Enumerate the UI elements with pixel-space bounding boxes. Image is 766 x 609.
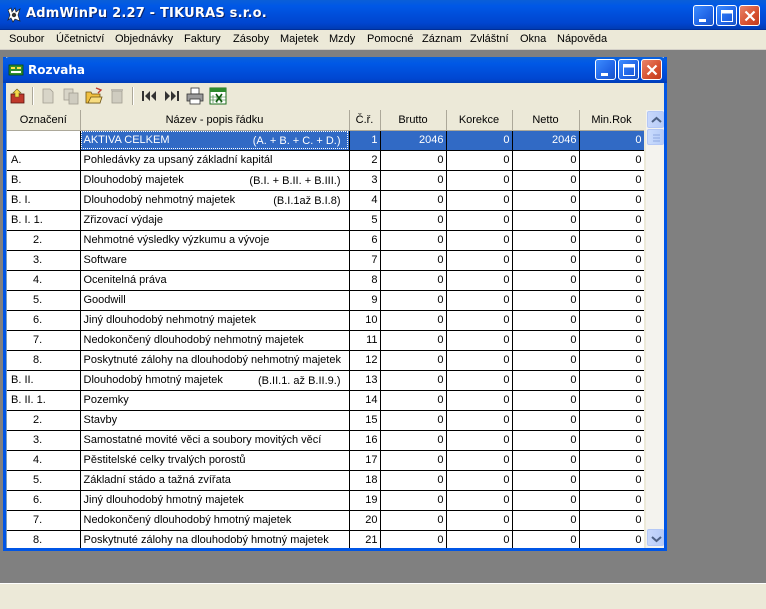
row-description: Dlouhodobý hmotný majetek <box>83 374 223 386</box>
cell-netto[interactable]: 0 <box>512 510 579 530</box>
menu-faktury[interactable]: Faktury <box>184 33 221 45</box>
col-header-num[interactable]: Č.ř. <box>349 110 380 130</box>
excel-export-icon[interactable] <box>209 87 227 105</box>
cell-name[interactable] <box>80 530 349 548</box>
cell-name[interactable] <box>80 350 349 370</box>
table-row[interactable] <box>7 250 644 270</box>
row-description: Pěstitelské celky trvalých porostů <box>83 454 246 466</box>
cell-row-number[interactable]: 7 <box>349 250 380 270</box>
cell-row-number[interactable]: 20 <box>349 510 380 530</box>
cell-minrok[interactable]: 0 <box>579 210 644 230</box>
cell-name[interactable] <box>80 130 349 150</box>
cell-row-number[interactable]: 18 <box>349 470 380 490</box>
cell-netto[interactable]: 0 <box>512 410 579 430</box>
cell-netto[interactable]: 0 <box>512 350 579 370</box>
row-description: Jiný dlouhodobý nehmotný majetek <box>83 314 256 326</box>
menu-zaznam[interactable]: Záznam <box>422 33 462 45</box>
cell-name[interactable] <box>80 210 349 230</box>
new-icon[interactable] <box>39 87 57 105</box>
copy-icon[interactable] <box>62 87 80 105</box>
maximize-icon <box>717 6 738 27</box>
cell-brutto[interactable]: 0 <box>380 370 446 390</box>
cell-korekce[interactable]: 0 <box>446 370 512 390</box>
menu-napoveda[interactable]: Nápověda <box>557 33 608 45</box>
cell-code[interactable]: B. <box>7 170 80 190</box>
table-header-row <box>7 110 644 130</box>
cell-name[interactable] <box>80 190 349 210</box>
cell-netto[interactable]: 0 <box>512 450 579 470</box>
cell-minrok[interactable]: 0 <box>579 190 644 210</box>
cell-code[interactable]: B. I. <box>7 190 80 210</box>
cell-code[interactable]: 4. <box>7 450 80 470</box>
menu-mzdy[interactable]: Mzdy <box>329 33 356 45</box>
cell-minrok[interactable]: 0 <box>579 450 644 470</box>
table-row[interactable] <box>7 490 644 510</box>
cell-korekce[interactable]: 0 <box>446 330 512 350</box>
balance-sheet-grid[interactable] <box>6 110 644 548</box>
table-row[interactable] <box>7 370 644 390</box>
row-description: Nehmotné výsledky výzkumu a vývoje <box>83 234 270 246</box>
cell-minrok[interactable]: 0 <box>579 310 644 330</box>
cell-name[interactable] <box>80 510 349 530</box>
cell-korekce[interactable]: 0 <box>446 390 512 410</box>
col-header-netto[interactable]: Netto <box>512 110 579 130</box>
cell-brutto[interactable]: 0 <box>380 490 446 510</box>
maximize-button[interactable] <box>716 5 737 26</box>
toolbar-separator <box>32 87 34 105</box>
toolbar <box>6 83 664 109</box>
cell-netto[interactable]: 0 <box>512 330 579 350</box>
row-description: Samostatné movité věci a soubory movitých věcí <box>83 434 322 446</box>
cell-brutto[interactable]: 0 <box>380 350 446 370</box>
child-close-button[interactable] <box>641 59 662 80</box>
cell-code[interactable]: 3. <box>7 250 80 270</box>
cell-brutto[interactable]: 0 <box>380 190 446 210</box>
menu-zasoby[interactable]: Zásoby <box>233 33 270 45</box>
cell-row-number[interactable]: 15 <box>349 410 380 430</box>
balance-sheet-table <box>7 110 644 548</box>
cell-brutto[interactable]: 0 <box>380 210 446 230</box>
child-minimize-button[interactable] <box>595 59 616 80</box>
child-maximize-button[interactable] <box>618 59 639 80</box>
cell-brutto[interactable]: 0 <box>380 470 446 490</box>
cell-korekce[interactable]: 0 <box>446 150 512 170</box>
cell-row-number[interactable]: 11 <box>349 330 380 350</box>
scroll-up-button[interactable] <box>647 111 664 128</box>
cell-netto[interactable]: 0 <box>512 370 579 390</box>
col-header-brutto[interactable]: Brutto <box>380 110 446 130</box>
menubar <box>0 30 766 50</box>
cell-row-number[interactable]: 14 <box>349 390 380 410</box>
rozvaha-window-icon <box>8 62 24 78</box>
cell-netto[interactable]: 0 <box>512 470 579 490</box>
cell-korekce[interactable]: 0 <box>446 210 512 230</box>
cell-korekce[interactable]: 0 <box>446 270 512 290</box>
cell-minrok[interactable]: 0 <box>579 250 644 270</box>
col-header-code[interactable]: Označení <box>7 110 80 130</box>
cell-korekce[interactable]: 0 <box>446 250 512 270</box>
cell-row-number[interactable]: 10 <box>349 310 380 330</box>
first-record-icon[interactable] <box>140 87 158 105</box>
app-title: AdmWinPu 2.27 - TIKURAS s.r.o. <box>26 6 267 21</box>
row-description: Poskytnuté zálohy na dlouhodobý hmotný majetek <box>83 534 329 546</box>
table-row[interactable] <box>7 310 644 330</box>
cell-korekce[interactable]: 0 <box>446 450 512 470</box>
row-description: Základní stádo a tažná zvířata <box>83 474 231 486</box>
cell-korekce[interactable]: 0 <box>446 310 512 330</box>
exit-icon[interactable] <box>9 87 27 105</box>
cell-netto[interactable]: 0 <box>512 230 579 250</box>
cell-row-number[interactable]: 5 <box>349 210 380 230</box>
cell-name[interactable] <box>80 150 349 170</box>
cell-brutto[interactable]: 0 <box>380 310 446 330</box>
col-header-minrok[interactable]: Min.Rok <box>579 110 644 130</box>
cell-netto[interactable]: 0 <box>512 430 579 450</box>
row-description: Dlouhodobý majetek <box>83 174 184 186</box>
cell-code[interactable]: 3. <box>7 430 80 450</box>
menu-objednavky[interactable]: Objednávky <box>115 33 174 45</box>
close-button[interactable] <box>739 5 760 26</box>
cell-name[interactable] <box>80 430 349 450</box>
rozvaha-title: Rozvaha <box>28 63 86 77</box>
row-description: Pohledávky za upsaný základní kapitál <box>83 154 273 166</box>
maximize-icon <box>619 60 640 81</box>
rozvaha-titlebar[interactable] <box>3 57 667 83</box>
row-description: Goodwill <box>83 294 126 306</box>
cell-name[interactable] <box>80 250 349 270</box>
delete-icon[interactable] <box>108 87 126 105</box>
row-formula: (B.I.1až B.I.8) <box>273 194 341 207</box>
row-description: AKTIVA CELKEM <box>83 134 170 146</box>
table-row[interactable] <box>7 390 644 410</box>
table-row[interactable] <box>7 430 644 450</box>
row-description: Dlouhodobý nehmotný majetek <box>83 194 236 206</box>
cell-name[interactable] <box>80 390 349 410</box>
table-row[interactable] <box>7 270 644 290</box>
scroll-thumb[interactable] <box>647 129 664 145</box>
row-description: Software <box>83 254 127 266</box>
print-icon[interactable] <box>186 87 204 105</box>
close-icon <box>642 60 663 81</box>
col-header-name[interactable]: Název - popis řádku <box>80 110 349 130</box>
cell-name[interactable] <box>80 170 349 190</box>
table-row[interactable] <box>7 510 644 530</box>
minimize-button[interactable] <box>693 5 714 26</box>
menu-majetek[interactable]: Majetek <box>280 33 319 45</box>
cell-brutto[interactable]: 0 <box>380 330 446 350</box>
cell-row-number[interactable]: 9 <box>349 290 380 310</box>
cell-brutto[interactable]: 0 <box>380 510 446 530</box>
cell-brutto[interactable]: 0 <box>380 290 446 310</box>
scroll-down-button[interactable] <box>647 529 664 546</box>
cell-brutto[interactable]: 0 <box>380 530 446 548</box>
cell-minrok[interactable]: 0 <box>579 470 644 490</box>
table-row[interactable] <box>7 450 644 470</box>
cell-korekce[interactable]: 0 <box>446 190 512 210</box>
cell-code[interactable] <box>7 130 80 150</box>
cell-korekce[interactable]: 0 <box>446 130 512 150</box>
table-row[interactable] <box>7 410 644 430</box>
cell-name[interactable] <box>80 470 349 490</box>
cell-code[interactable]: 7. <box>7 510 80 530</box>
cell-code[interactable]: 4. <box>7 270 80 290</box>
cell-name[interactable] <box>80 370 349 390</box>
cell-netto[interactable]: 0 <box>512 150 579 170</box>
cell-code[interactable]: 6. <box>7 310 80 330</box>
cell-row-number[interactable]: 17 <box>349 450 380 470</box>
cell-brutto[interactable]: 0 <box>380 230 446 250</box>
row-description: Stavby <box>83 414 118 426</box>
cell-row-number[interactable]: 2 <box>349 150 380 170</box>
row-description: Poskytnuté zálohy na dlouhodobý nehmotný majetek <box>83 354 341 366</box>
cell-row-number[interactable]: 1 <box>349 130 380 150</box>
cell-row-number[interactable]: 6 <box>349 230 380 250</box>
cell-brutto[interactable]: 0 <box>380 150 446 170</box>
last-record-icon[interactable] <box>163 87 181 105</box>
row-description: Nedokončený dlouhodobý hmotný majetek <box>83 514 292 526</box>
cell-korekce[interactable]: 0 <box>446 430 512 450</box>
cell-brutto[interactable]: 0 <box>380 450 446 470</box>
cell-code[interactable]: B. II. 1. <box>7 390 80 410</box>
cell-netto[interactable]: 0 <box>512 310 579 330</box>
cell-code[interactable]: 2. <box>7 410 80 430</box>
row-formula: (A. + B. + C. + D.) <box>252 134 341 147</box>
cell-row-number[interactable]: 19 <box>349 490 380 510</box>
cell-korekce[interactable]: 0 <box>446 230 512 250</box>
cell-netto[interactable]: 0 <box>512 270 579 290</box>
row-formula: (B.I. + B.II. + B.III.) <box>249 174 341 187</box>
cell-row-number[interactable]: 13 <box>349 370 380 390</box>
cell-code[interactable]: 2. <box>7 230 80 250</box>
cell-netto[interactable]: 0 <box>512 490 579 510</box>
cell-netto[interactable]: 0 <box>512 170 579 190</box>
close-icon <box>740 6 761 27</box>
cell-name[interactable] <box>80 230 349 250</box>
cell-code[interactable]: 5. <box>7 290 80 310</box>
cell-minrok[interactable]: 0 <box>579 370 644 390</box>
cell-row-number[interactable]: 4 <box>349 190 380 210</box>
table-row[interactable] <box>7 290 644 310</box>
row-description: Jiný dlouhodobý hmotný majetek <box>83 494 244 506</box>
minimize-icon <box>694 6 715 27</box>
cell-name[interactable] <box>80 310 349 330</box>
cell-name[interactable] <box>80 290 349 310</box>
cell-korekce[interactable]: 0 <box>446 530 512 548</box>
cell-netto[interactable]: 0 <box>512 190 579 210</box>
cell-netto[interactable]: 0 <box>512 210 579 230</box>
toolbar-separator <box>132 87 134 105</box>
cell-row-number[interactable]: 3 <box>349 170 380 190</box>
chevron-down-icon <box>648 530 665 547</box>
vertical-scrollbar[interactable] <box>645 110 664 548</box>
cell-name[interactable] <box>80 270 349 290</box>
cell-minrok[interactable]: 0 <box>579 270 644 290</box>
table-row[interactable] <box>7 470 644 490</box>
row-formula: (B.II.1. až B.II.9.) <box>257 374 341 387</box>
cell-netto[interactable]: 0 <box>512 530 579 548</box>
cell-korekce[interactable]: 0 <box>446 290 512 310</box>
menu-soubor[interactable]: Soubor <box>9 33 45 45</box>
cell-name[interactable] <box>80 450 349 470</box>
cell-korekce[interactable]: 0 <box>446 470 512 490</box>
cell-brutto[interactable]: 2046 <box>380 130 446 150</box>
table-row[interactable] <box>7 170 644 190</box>
row-description: Ocenitelná práva <box>83 274 167 286</box>
menu-ucetnictvi[interactable]: Účetnictví <box>56 33 105 45</box>
cell-minrok[interactable]: 0 <box>579 390 644 410</box>
cell-name[interactable] <box>80 330 349 350</box>
cell-code[interactable]: B. II. <box>7 370 80 390</box>
cell-brutto[interactable]: 0 <box>380 410 446 430</box>
cell-minrok[interactable]: 0 <box>579 290 644 310</box>
minimize-icon <box>596 60 617 81</box>
cell-code[interactable]: 6. <box>7 490 80 510</box>
status-bar <box>0 583 766 609</box>
cell-brutto[interactable]: 0 <box>380 390 446 410</box>
cell-name[interactable] <box>80 410 349 430</box>
main-titlebar[interactable] <box>0 0 766 30</box>
cell-minrok[interactable]: 0 <box>579 150 644 170</box>
cell-korekce[interactable]: 0 <box>446 410 512 430</box>
cell-minrok[interactable]: 0 <box>579 330 644 350</box>
app-icon <box>6 7 22 23</box>
cell-korekce[interactable]: 0 <box>446 490 512 510</box>
cell-korekce[interactable]: 0 <box>446 350 512 370</box>
cell-minrok[interactable]: 0 <box>579 490 644 510</box>
row-description: Pozemky <box>83 394 129 406</box>
table-row[interactable] <box>7 130 644 150</box>
cell-minrok[interactable]: 0 <box>579 230 644 250</box>
open-icon[interactable] <box>85 87 103 105</box>
cell-code[interactable]: A. <box>7 150 80 170</box>
cell-code[interactable]: B. I. 1. <box>7 210 80 230</box>
cell-code[interactable]: 7. <box>7 330 80 350</box>
cell-netto[interactable]: 2046 <box>512 130 579 150</box>
cell-brutto[interactable]: 0 <box>380 250 446 270</box>
table-row[interactable] <box>7 230 644 250</box>
cell-minrok[interactable]: 0 <box>579 130 644 150</box>
cell-minrok[interactable]: 0 <box>579 410 644 430</box>
menu-zvlastni[interactable]: Zvláštní <box>470 33 509 45</box>
row-description: Zřizovací výdaje <box>83 214 163 226</box>
chevron-up-icon <box>648 112 665 129</box>
table-row[interactable] <box>7 150 644 170</box>
table-row[interactable] <box>7 350 644 370</box>
cell-brutto[interactable]: 0 <box>380 170 446 190</box>
row-description: Nedokončený dlouhodobý nehmotný majetek <box>83 334 304 346</box>
col-header-korekce[interactable]: Korekce <box>446 110 512 130</box>
table-row[interactable] <box>7 530 644 548</box>
cell-minrok[interactable]: 0 <box>579 510 644 530</box>
menu-pomocne[interactable]: Pomocné <box>367 33 414 45</box>
cell-code[interactable]: 5. <box>7 470 80 490</box>
cell-netto[interactable]: 0 <box>512 250 579 270</box>
table-row[interactable] <box>7 330 644 350</box>
cell-korekce[interactable]: 0 <box>446 510 512 530</box>
cell-code[interactable]: 8. <box>7 350 80 370</box>
menu-okna[interactable]: Okna <box>520 33 547 45</box>
cell-name[interactable] <box>80 490 349 510</box>
cell-minrok[interactable]: 0 <box>579 530 644 548</box>
cell-row-number[interactable]: 21 <box>349 530 380 548</box>
cell-minrok[interactable]: 0 <box>579 170 644 190</box>
cell-minrok[interactable]: 0 <box>579 350 644 370</box>
cell-netto[interactable]: 0 <box>512 290 579 310</box>
cell-netto[interactable]: 0 <box>512 390 579 410</box>
cell-row-number[interactable]: 16 <box>349 430 380 450</box>
cell-code[interactable]: 8. <box>7 530 80 548</box>
cell-minrok[interactable]: 0 <box>579 430 644 450</box>
grip-icon <box>648 130 665 146</box>
cell-brutto[interactable]: 0 <box>380 430 446 450</box>
cell-korekce[interactable]: 0 <box>446 170 512 190</box>
cell-brutto[interactable]: 0 <box>380 270 446 290</box>
cell-row-number[interactable]: 12 <box>349 350 380 370</box>
cell-row-number[interactable]: 8 <box>349 270 380 290</box>
table-row[interactable] <box>7 210 644 230</box>
table-row[interactable] <box>7 190 644 210</box>
